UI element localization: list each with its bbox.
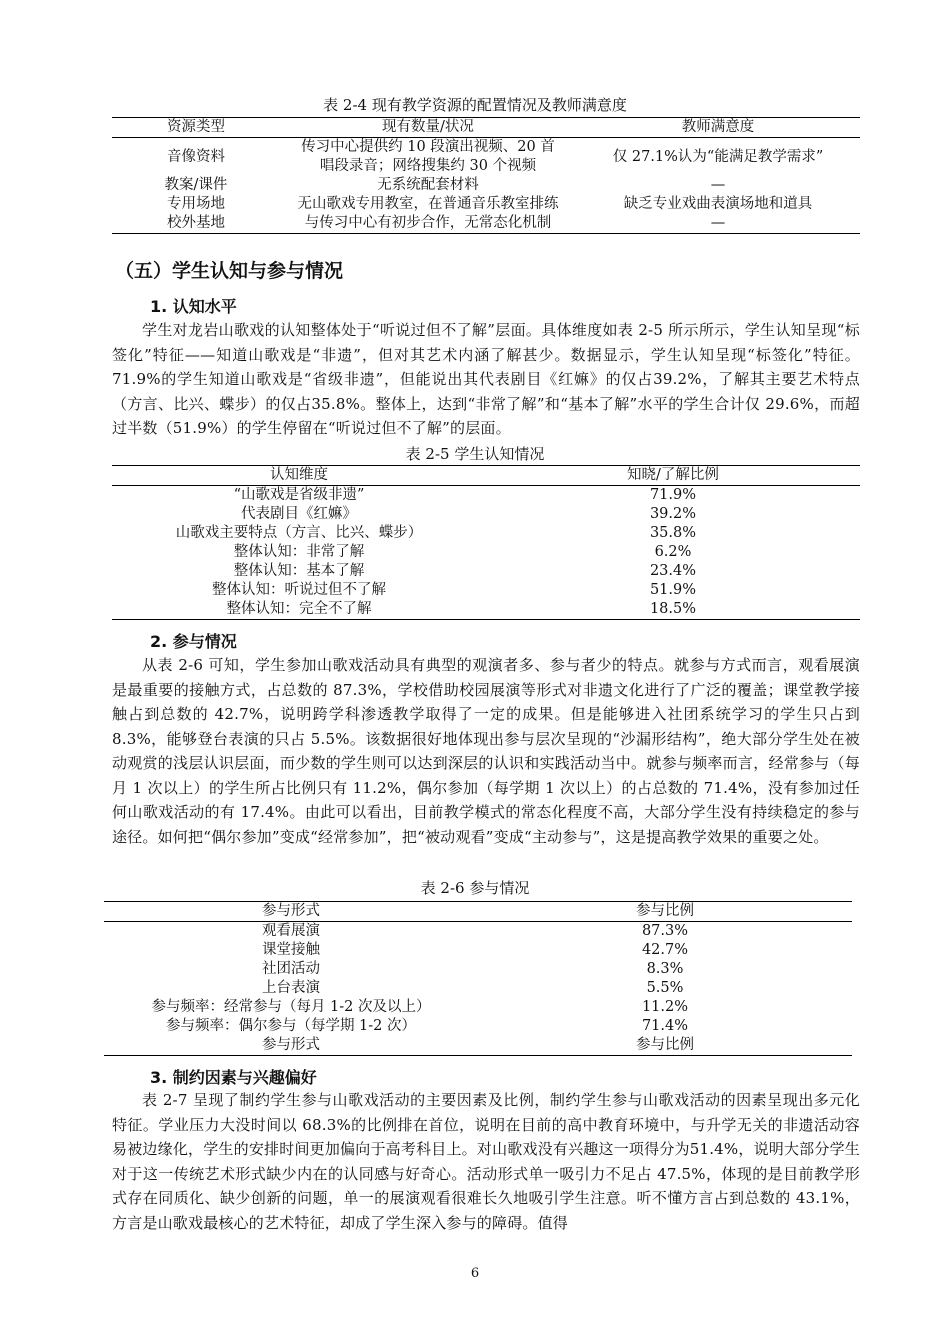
table-2-4-header: 资源类型 [112,118,280,138]
table-cell: 教案/课件 [164,177,228,193]
table-cell: 仅 27.1%认为“能满足教学需求” [612,148,824,165]
table-row [112,195,860,214]
table-2-5-header: 知晓/了解比例 [486,466,860,486]
table-2-5-caption: 表 2-5 学生认知情况 [405,445,545,463]
table-row [112,214,860,234]
table-row [112,505,860,524]
table-cell: 71.4% [641,1018,689,1034]
table-row [104,941,852,960]
paragraph: 表 2-7 呈现了制约学生参与山歌戏活动的主要因素及比例，制约学生参与山歌戏活动的因素呈现出多元化特征。学业压力大没时间以 68.3%的比例排在首位，说明在目前的高中教育环境中，与升学无关的非遗活动容易被边缘化，学生的安排时间更加偏向于高考科目上。对山歌戏没有兴趣这一项得分为51.4%，说明大部分学生对于这一传统艺术形式缺少内在的认同感与好奇心。活动形式单一吸引力不足占 47.5%，体现的是目前教学形式存在同质化、缺少创新的问题，单一的展演观看很难长久地吸引学生注意。听不懂方言占到总数的 43.1%，方言是山歌戏最核心的艺术特征，却成了学生深入参与的障碍。值得 [112,1091,860,1232]
table-cell: 整体认知：听说过但不了解 [212,582,386,598]
table-cell: 整体认知：非常了解 [233,544,365,560]
table-cell: 课堂接触 [262,942,320,958]
table-cell: 上台表演 [262,980,320,996]
table-2-4 [112,117,860,234]
table-cell: 整体认知：基本了解 [233,563,365,579]
table-cell: 39.2% [649,506,697,522]
table-cell: 整体认知：完全不了解 [226,601,372,617]
subsection-heading: 1. 认知水平 [150,297,237,316]
table-cell: 87.3% [641,923,689,939]
table-cell: 专用场地 [167,196,225,212]
table-2-4-header: 教师满意度 [576,118,860,138]
table-cell: 参与频率：经常参与（每月 1-2 次及以上） [151,999,431,1015]
table-cell: 代表剧目《红嫲》 [241,506,357,522]
table-row [112,562,860,581]
table-cell: 参与形式 [262,1037,320,1053]
table-2-4-header: 现有数量/状况 [280,118,576,138]
paragraph: 学生对龙岩山歌戏的认知整体处于“听说过但不了解”层面。具体维度如表 2-5 所示所示，学生认知呈现“标签化”特征——知道山歌戏是“非遗”，但对其艺术内涵了解甚少。数据显示，学生认知呈现“标签化”特征。71.9%的学生知道山歌戏是“省级非遗”，但能说出其代表剧目《红嫲》的仅占39.2%，了解其主要艺术特点（方言、比兴、蝶步）的仅占35.8%。整体上，达到“非常了解”和“基本了解”水平的学生合计仅 29.6%，而超过半数（51.9%）的学生停留在“听说过但不了解”的层面。 [112,321,860,437]
table-cell: 5.5% [646,980,684,996]
table-cell: 无系统配套材料 [377,177,479,193]
table-cell: 观看展演 [262,923,320,939]
table-cell: 71.9% [649,487,697,503]
table-2-6-header: 参与比例 [478,902,852,922]
page-number: 6 [470,1266,480,1281]
table-cell: 山歌戏主要特点（方言、比兴、蝶步） [175,525,423,541]
table-cell: 8.3% [646,961,684,977]
table-2-5 [112,465,860,620]
table-2-5-header: 认知维度 [112,466,486,486]
table-row [112,524,860,543]
table-cell: 23.4% [649,563,697,579]
table-row [112,600,860,620]
table-2-6-caption: 表 2-6 参与情况 [420,879,530,897]
subsection-heading: 2. 参与情况 [150,632,237,651]
table-row [104,979,852,998]
table-cell: 35.8% [649,525,697,541]
table-2-4-caption: 表 2-4 现有教学资源的配置情况及教师满意度 [323,96,627,114]
table-row [104,960,852,979]
paragraph: 从表 2-6 可知，学生参加山歌戏活动具有典型的观演者多、参与者少的特点。就参与方式而言，观看展演是最重要的接触方式，占总数的 87.3%，学校借助校园展演等形式对非遗文化进行了广泛的覆盖；课堂教学接触占到总数的 42.7%，说明跨学科渗透教学取得了一定的成果。但是能够进入社团系统学习的学生只占到 8.3%，能够登台表演的只占 5.5%。该数据很好地体现出参与层次呈现的“沙漏形结构”，绝大部分学生处在被动观赏的浅层认识层面，而少数的学生则可以达到深层的认识和实践活动当中。就参与频率而言，经常参与（每月 1 次以上）的学生所占比例只有 11.2%，偶尔参加（每学期 1 次以上）的占总数的 71.4%，没有参加过任何山歌戏活动的有 17.4%。由此可以看出，目前教学模式的常态化程度不高，大部分学生没有持续稳定的参与途径。如何把“偶尔参加”变成“经常参加”，把“被动观看”变成“主动参与”，这是提高教学效果的重要之处。 [112,656,860,846]
table-cell: 参与频率：偶尔参与（每学期 1-2 次） [165,1018,417,1034]
table-cell: 18.5% [649,601,697,617]
table-cell: 42.7% [641,942,689,958]
table-cell: 传习中心提供约 10 段演出视频、20 首唱段录音；网络搜集约 30 个视频 [301,139,555,174]
table-row [104,998,852,1017]
table-cell: 无山歌戏专用教室，在普通音乐教室排练 [297,196,559,212]
table-row [104,922,852,942]
table-row [112,543,860,562]
table-cell: 缺乏专业戏曲表演场地和道具 [623,196,813,212]
table-cell: 与传习中心有初步合作，无常态化机制 [304,215,552,231]
table-cell: “山歌戏是省级非遗” [233,487,365,503]
table-row [112,138,860,177]
table-2-6 [104,901,852,1056]
section-heading: （五）学生认知与参与情况 [115,260,344,282]
table-2-6-header: 参与形式 [104,902,478,922]
table-row [104,1036,852,1056]
subsection-heading: 3. 制约因素与兴趣偏好 [150,1068,317,1087]
table-row [112,581,860,600]
table-cell: 参与比例 [636,1037,694,1053]
table-cell: — [710,177,726,193]
table-cell: 音像资料 [167,148,225,165]
table-row [112,176,860,195]
table-cell: 51.9% [649,582,697,598]
table-cell: 社团活动 [262,961,320,977]
table-row [104,1017,852,1036]
table-cell: 校外基地 [167,215,225,231]
table-cell: 11.2% [641,999,689,1015]
table-cell: — [710,215,726,231]
table-row [112,486,860,506]
table-cell: 6.2% [654,544,692,560]
